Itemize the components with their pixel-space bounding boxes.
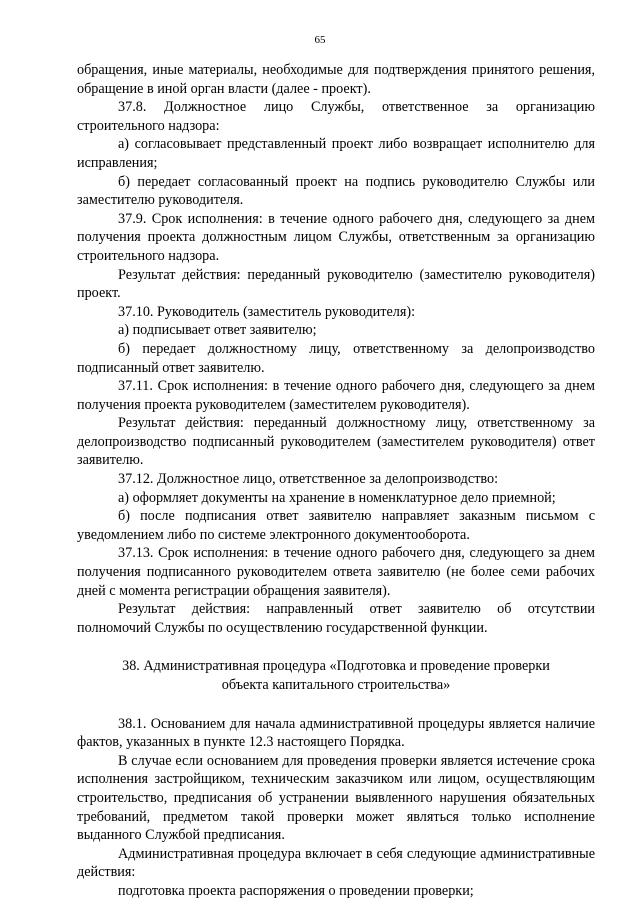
paragraph: 37.9. Срок исполнения: в течение одного рабочего дня, следующего за днем получения проекта должностным лицом Службы, ответственным за организацию строительного надзора. [77,210,595,264]
paragraph: 37.10. Руководитель (заместитель руководителя): [118,303,416,320]
paragraph: 37.13. Срок исполнения: в течение одного рабочего дня, следующего за днем получения подписанного руководителем ответа заявителю (не более семи рабочих дней с момента регистрации обращения заявителя). [77,545,595,599]
paragraph: Административная процедура включает в себя следующие административные действия: [77,845,595,881]
paragraph: 37.12. Должностное лицо, ответственное за делопроизводство: [118,471,499,488]
paragraph: а) подписывает ответ заявителю; [118,322,317,339]
document-body [77,61,595,901]
paragraph: Результат действия: направленный ответ заявителю об отсутствии полномочий Службы по осуществлению государственной функции. [77,601,595,636]
paragraph: б) после подписания ответ заявителю направляет заказным письмом с уведомлением либо по системе электронного документооборота. [77,508,595,543]
page-number: 65 [314,34,326,46]
paragraph: б) передает должностному лицу, ответственному за делопроизводство подписанный ответ заявителю. [77,340,595,376]
paragraph: а) согласовывает представленный проект либо возвращает исполнителю для исправления; [77,136,595,171]
paragraph: б) передает согласованный проект на подпись руководителю Службы или заместителю руководителя. [77,173,595,209]
paragraph: обращения, иные материалы, необходимые для подтверждения принятого решения, обращение в иной орган власти (далее - проект). [77,62,595,97]
paragraph: 37.8. Должностное лицо Службы, ответственное за организацию строительного надзора: [77,99,595,134]
paragraph: 38.1. Основанием для начала административной процедуры является наличие фактов, указанных в пункте 12.3 настоящего Порядка. [77,715,595,751]
paragraph: В случае если основанием для проведения проверки является истечение срока исполнения застройщиком, техническим заказчиком или лицом, осуществляющим строительство, предписания об устранении выявленного нарушения обязательных требований, предметом такой проверки может являться только исполнение выданного Службой предписания. [77,752,595,844]
paragraph: подготовка проекта распоряжения о проведении проверки; [118,882,474,899]
paragraph: Результат действия: переданный должностному лицу, ответственному за делопроизводство подписанный руководителем (заместителем руководителя) ответ заявителю. [77,415,595,469]
paragraph: а) оформляет документы на хранение в номенклатурное дело приемной; [118,489,556,506]
section-heading: 38. Административная процедура «Подготовка и проведение проверки объекта капитального строительства» [122,658,550,693]
paragraph: Результат действия: переданный руководителю (заместителю руководителя) проект. [77,266,595,302]
paragraph: 37.11. Срок исполнения: в течение одного рабочего дня, следующего за днем получения проекта руководителем (заместителем руководителя). [77,378,595,413]
